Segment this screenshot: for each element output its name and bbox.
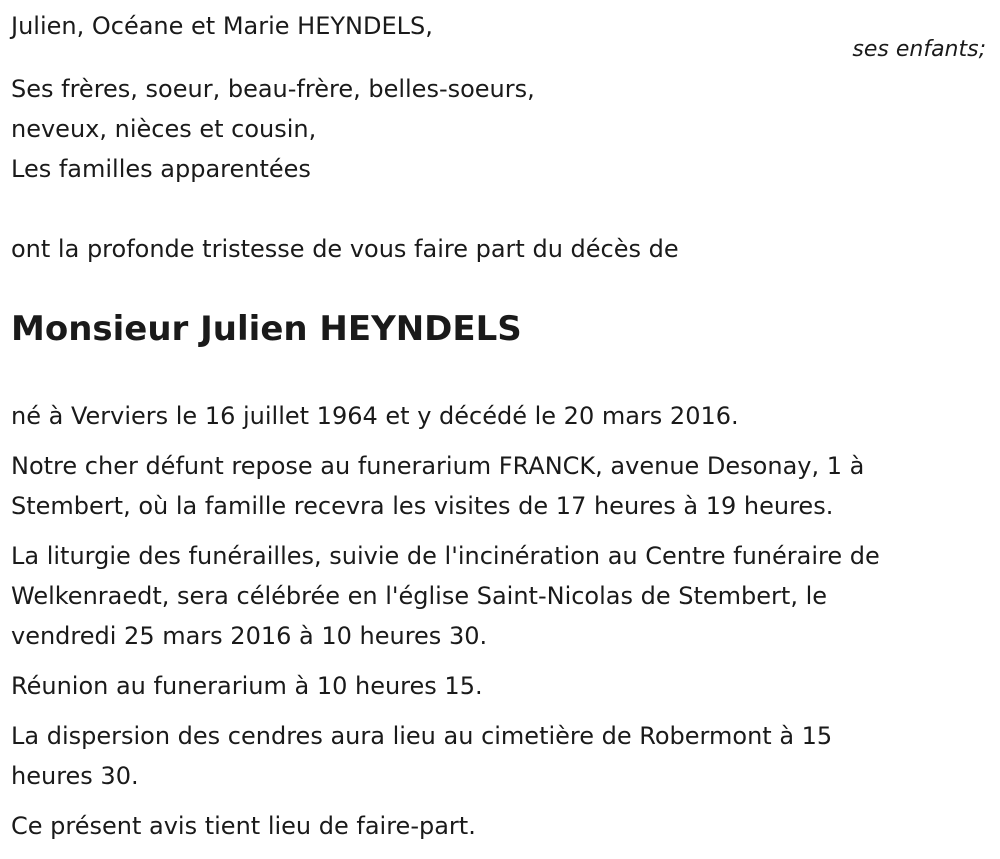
funerarium-paragraph — [11, 446, 986, 526]
paragraph-line: né à Verviers le 16 juillet 1964 et y décédé le 20 mars 2016. — [11, 402, 739, 430]
deceased-name: Monsieur Julien HEYNDELS — [11, 309, 522, 349]
family-block — [11, 69, 535, 189]
family-line: Les familles apparentées — [11, 155, 311, 183]
ashes-paragraph — [11, 716, 986, 796]
liturgy-paragraph — [11, 536, 986, 656]
signers-line: Julien, Océane et Marie HEYNDELS, — [11, 12, 433, 40]
birth-death-paragraph — [11, 396, 986, 436]
family-line: neveux, nièces et cousin, — [11, 115, 317, 143]
paragraph-line: Ce présent avis tient lieu de faire-part. — [11, 812, 476, 840]
intro-line: ont la profonde tristesse de vous faire part du décès de — [11, 235, 679, 263]
paragraph-line: Stembert, où la famille recevra les visites de 17 heures à 19 heures. — [11, 492, 834, 520]
meeting-paragraph — [11, 666, 986, 706]
paragraph-line: vendredi 25 mars 2016 à 10 heures 30. — [11, 622, 488, 650]
signers-role: ses enfants; — [852, 37, 986, 62]
paragraph-line: La liturgie des funérailles, suivie de l'incinération au Centre funéraire de — [11, 542, 880, 570]
paragraph-line: heures 30. — [11, 762, 139, 790]
family-line: Ses frères, soeur, beau-frère, belles-soeurs, — [11, 75, 535, 103]
details-block — [11, 396, 986, 856]
paragraph-line: Welkenraedt, sera célébrée en l'église Saint-Nicolas de Stembert, le — [11, 582, 828, 610]
closing-paragraph — [11, 806, 986, 846]
paragraph-line: Notre cher défunt repose au funerarium FRANCK, avenue Desonay, 1 à — [11, 452, 865, 480]
paragraph-line: La dispersion des cendres aura lieu au cimetière de Robermont à 15 — [11, 722, 833, 750]
paragraph-line: Réunion au funerarium à 10 heures 15. — [11, 672, 483, 700]
